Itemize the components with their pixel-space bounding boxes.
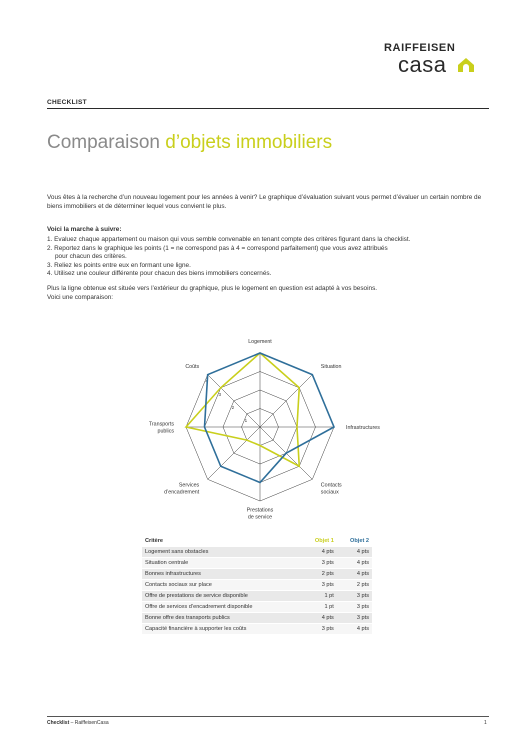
header-objet-2: Objet 2 <box>350 537 369 544</box>
objet-2-cell: 3 pts <box>337 602 372 613</box>
conclusion-line-1: Plus la ligne obtenue est située vers l’extérieur du graphique, plus le logement en question est adapté à vos besoins. <box>47 285 378 292</box>
criteria-table <box>142 535 372 634</box>
criterion-cell: Offre de services d’encadrement disponible <box>142 602 302 613</box>
objet-2-cell: 4 pts <box>337 558 372 569</box>
conclusion-line-2: Voici une comparaison: <box>47 293 114 301</box>
intro-text: Vous êtes à la recherche d’un nouveau logement pour les années à venir? Le graphique d’évaluation suivant vous permet d’évaluer un certain nombre de biens immobiliers et de déterminer lequel vous convient le plus. <box>47 194 482 210</box>
objet-1-cell: 1 pt <box>302 602 337 613</box>
steps-list <box>47 236 492 279</box>
objet-1-cell: 3 pts <box>302 624 337 635</box>
axis-label: sociaux <box>320 489 339 496</box>
logo-product-line: casa <box>398 52 447 77</box>
axis-label: de service <box>247 514 273 521</box>
criterion-cell: Offre de prestations de service disponible <box>142 591 302 602</box>
table-row <box>142 602 372 613</box>
objet-1-cell: 4 pts <box>302 547 337 558</box>
header-criterion: Critère <box>145 537 164 544</box>
objet-1-cell: 3 pts <box>302 580 337 591</box>
header-objet-1: Objet 1 <box>314 537 334 544</box>
conclusion-paragraph <box>47 285 492 302</box>
criterion-cell: Situation centrale <box>142 558 302 569</box>
table-header-row <box>142 535 372 547</box>
axis-label: Coûts <box>185 364 200 371</box>
scale-label: 1 <box>244 417 248 423</box>
axis-label: Transports <box>148 421 174 428</box>
axis-label: Services <box>178 482 200 489</box>
table-row <box>142 558 372 569</box>
section-label: CHECKLIST <box>47 99 87 106</box>
objet-1-cell: 2 pts <box>302 569 337 580</box>
axis-label: Situation <box>320 364 342 371</box>
axis-label: Logement <box>248 339 272 345</box>
objet-2-cell: 2 pts <box>337 580 372 591</box>
table-row <box>142 624 372 635</box>
step-4: 4. Utilisez une couleur différente pour chacun des biens immobiliers concernés. <box>47 270 272 278</box>
footer-bold: Checklist <box>47 720 70 726</box>
axis-label: Prestations <box>246 507 274 514</box>
title-part-2: d’objets immobiliers <box>165 132 333 153</box>
page-number: 1 <box>484 720 487 726</box>
criterion-cell: Bonnes infrastructures <box>142 569 302 580</box>
objet-2-cell: 4 pts <box>337 569 372 580</box>
logo-brand-line: RAIFFEISEN <box>384 42 456 54</box>
table-row <box>142 569 372 580</box>
step-2: 2. Reportez dans le graphique les points (1 = ne correspond pas à 4 = correspond parfaitement) que vous avez attribués <box>47 244 388 252</box>
objet-1-cell: 4 pts <box>302 613 337 624</box>
step-2-continued: pour chacun des critères. <box>55 253 127 261</box>
table-row <box>142 580 372 591</box>
criterion-cell: Contacts sociaux sur place <box>142 580 302 591</box>
title-part-1: Comparaison <box>47 132 166 153</box>
objet-1-cell: 1 pt <box>302 591 337 602</box>
table-row <box>142 547 372 558</box>
step-3: 3. Reliez les points entre eux en formant une ligne. <box>47 261 191 269</box>
step-1: 1. Evaluez chaque appartement ou maison qui vous semble convenable en tenant compte des critères figurant dans la checklist. <box>47 236 411 243</box>
footer-text <box>47 720 109 726</box>
table-row <box>142 613 372 624</box>
objet-2-cell: 3 pts <box>337 613 372 624</box>
axis-label: publics <box>157 428 174 435</box>
axis-label: d’encadrement <box>164 489 200 496</box>
axis-label: Infrastructures <box>346 425 380 431</box>
axis-label: Contacts <box>320 482 342 489</box>
house-logo-icon <box>458 58 474 72</box>
page-title <box>47 132 332 154</box>
header-divider <box>47 108 489 109</box>
scale-label: 2 <box>231 404 235 410</box>
objet-2-cell: 4 pts <box>337 547 372 558</box>
steps-heading: Voici la marche à suivre: <box>47 226 122 233</box>
criterion-cell: Capacité financière à supporter les coûts <box>142 624 302 635</box>
scale-label: 3 <box>218 391 222 397</box>
criterion-cell: Bonne offre des transports publics <box>142 613 302 624</box>
objet-2-cell: 4 pts <box>337 624 372 635</box>
scale-label: 4 <box>205 378 208 384</box>
footer-rest: – RaiffeisenCasa <box>69 720 109 726</box>
radar-chart <box>110 305 410 530</box>
criterion-cell: Logement sans obstacles <box>142 547 302 558</box>
objet-2-cell: 3 pts <box>337 591 372 602</box>
table-row <box>142 591 372 602</box>
intro-paragraph <box>47 194 492 211</box>
footer-divider <box>47 716 489 717</box>
objet-1-cell: 3 pts <box>302 558 337 569</box>
